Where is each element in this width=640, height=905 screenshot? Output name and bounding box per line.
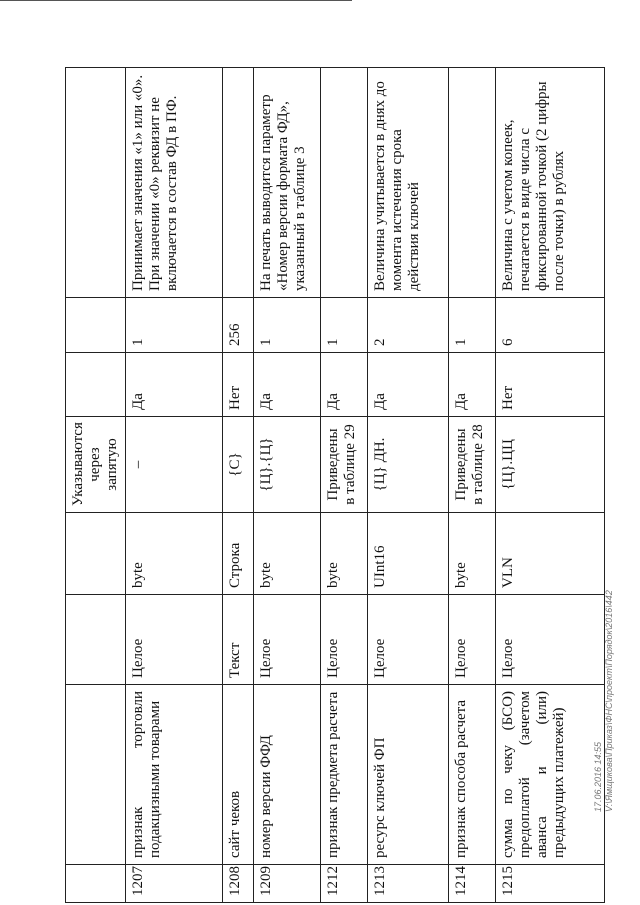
- cell-description: Величина учитывается в днях до момента истечения срока действия ключей: [368, 68, 449, 298]
- cell-name: сайт чеков: [223, 685, 254, 865]
- cell-type: Целое: [321, 595, 368, 685]
- table-row: [496, 68, 605, 903]
- cell-required: Да: [368, 353, 449, 417]
- cell-required: Да: [254, 353, 321, 417]
- stamp-line: V:\Ямщикова\Приказ\ФНС\проект\Порядок\2016\442: [604, 590, 614, 812]
- cell-values: {Ц}.{Ц}: [254, 417, 321, 513]
- table-row: [223, 68, 254, 903]
- cell-required: Да: [449, 353, 496, 417]
- cell-values: Приведены в таблице 29: [321, 417, 368, 513]
- cell-type: Целое: [368, 595, 449, 685]
- cell-code: 1213: [368, 865, 449, 903]
- cell-name: признак способа расчета: [449, 685, 496, 865]
- cell-format: Строка: [223, 513, 254, 595]
- table-header-row: [66, 68, 126, 903]
- cell-required: Да: [321, 353, 368, 417]
- cell-code: 1215: [496, 865, 605, 903]
- cell-code: 1207: [126, 865, 223, 903]
- stamp-line: 17.06.2016 14:55: [593, 741, 603, 812]
- cell-values: Приведены в таблице 28: [449, 417, 496, 513]
- table-row: [449, 68, 496, 903]
- cell-name: сумма по чеку (БСО) предоплатой (зачетом аванса и (или) предыдущих платежей): [496, 685, 605, 865]
- cell-type: Текст: [223, 595, 254, 685]
- cell-name: номер версии ФФД: [254, 685, 321, 865]
- header-format: [66, 513, 126, 595]
- cell-format: byte: [126, 513, 223, 595]
- cell-type: Целое: [496, 595, 605, 685]
- rotated-table-container: [65, 68, 585, 903]
- cell-type: Целое: [126, 595, 223, 685]
- cell-name: ресурс ключей ФП: [368, 685, 449, 865]
- table-row: [368, 68, 449, 903]
- header-length: [66, 298, 126, 353]
- cell-description: [223, 68, 254, 298]
- table-row: [321, 68, 368, 903]
- header-code: [66, 865, 126, 903]
- cell-type: Целое: [449, 595, 496, 685]
- cell-description: Принимает значения «1» или «0». При значении «0» реквизит не включается в состав ФД в ПФ.: [126, 68, 223, 298]
- cell-format: byte: [321, 513, 368, 595]
- cell-code: 1208: [223, 865, 254, 903]
- cell-values: {С}: [223, 417, 254, 513]
- cell-name: признак торговли подакцизными товарами: [126, 685, 223, 865]
- cell-description: На печать выводится параметр «Номер версии формата ФД», указанный в таблице 3: [254, 68, 321, 298]
- cell-format: VLN: [496, 513, 605, 595]
- cell-required: Нет: [223, 353, 254, 417]
- top-rule: [0, 0, 352, 1]
- table-row: [126, 68, 223, 903]
- cell-type: Целое: [254, 595, 321, 685]
- cell-length: 1: [126, 298, 223, 353]
- header-description: [66, 68, 126, 298]
- cell-length: 256: [223, 298, 254, 353]
- cell-name: признак предмета расчета: [321, 685, 368, 865]
- cell-length: 1: [321, 298, 368, 353]
- cell-description: [449, 68, 496, 298]
- cell-length: 1: [254, 298, 321, 353]
- cell-code: 1212: [321, 865, 368, 903]
- cell-description: [321, 68, 368, 298]
- cell-required: Да: [126, 353, 223, 417]
- cell-values: {Ц}.ЦЦ: [496, 417, 605, 513]
- cell-description: Величина с учетом копеек, печатается в виде числа с фиксированной точкой (2 цифры после точки) в рублях: [496, 68, 605, 298]
- cell-length: 6: [496, 298, 605, 353]
- cell-code: 1209: [254, 865, 321, 903]
- cell-format: byte: [449, 513, 496, 595]
- header-values: Указываются через запятую: [66, 417, 126, 513]
- header-name: [66, 685, 126, 865]
- cell-required: Нет: [496, 353, 605, 417]
- cell-format: UInt16: [368, 513, 449, 595]
- cell-format: byte: [254, 513, 321, 595]
- cell-values: {Ц} ДН.: [368, 417, 449, 513]
- requisites-table: [65, 67, 605, 903]
- header-required: [66, 353, 126, 417]
- cell-values: –: [126, 417, 223, 513]
- cell-length: 2: [368, 298, 449, 353]
- cell-code: 1214: [449, 865, 496, 903]
- cell-length: 1: [449, 298, 496, 353]
- header-type: [66, 595, 126, 685]
- table-row: [254, 68, 321, 903]
